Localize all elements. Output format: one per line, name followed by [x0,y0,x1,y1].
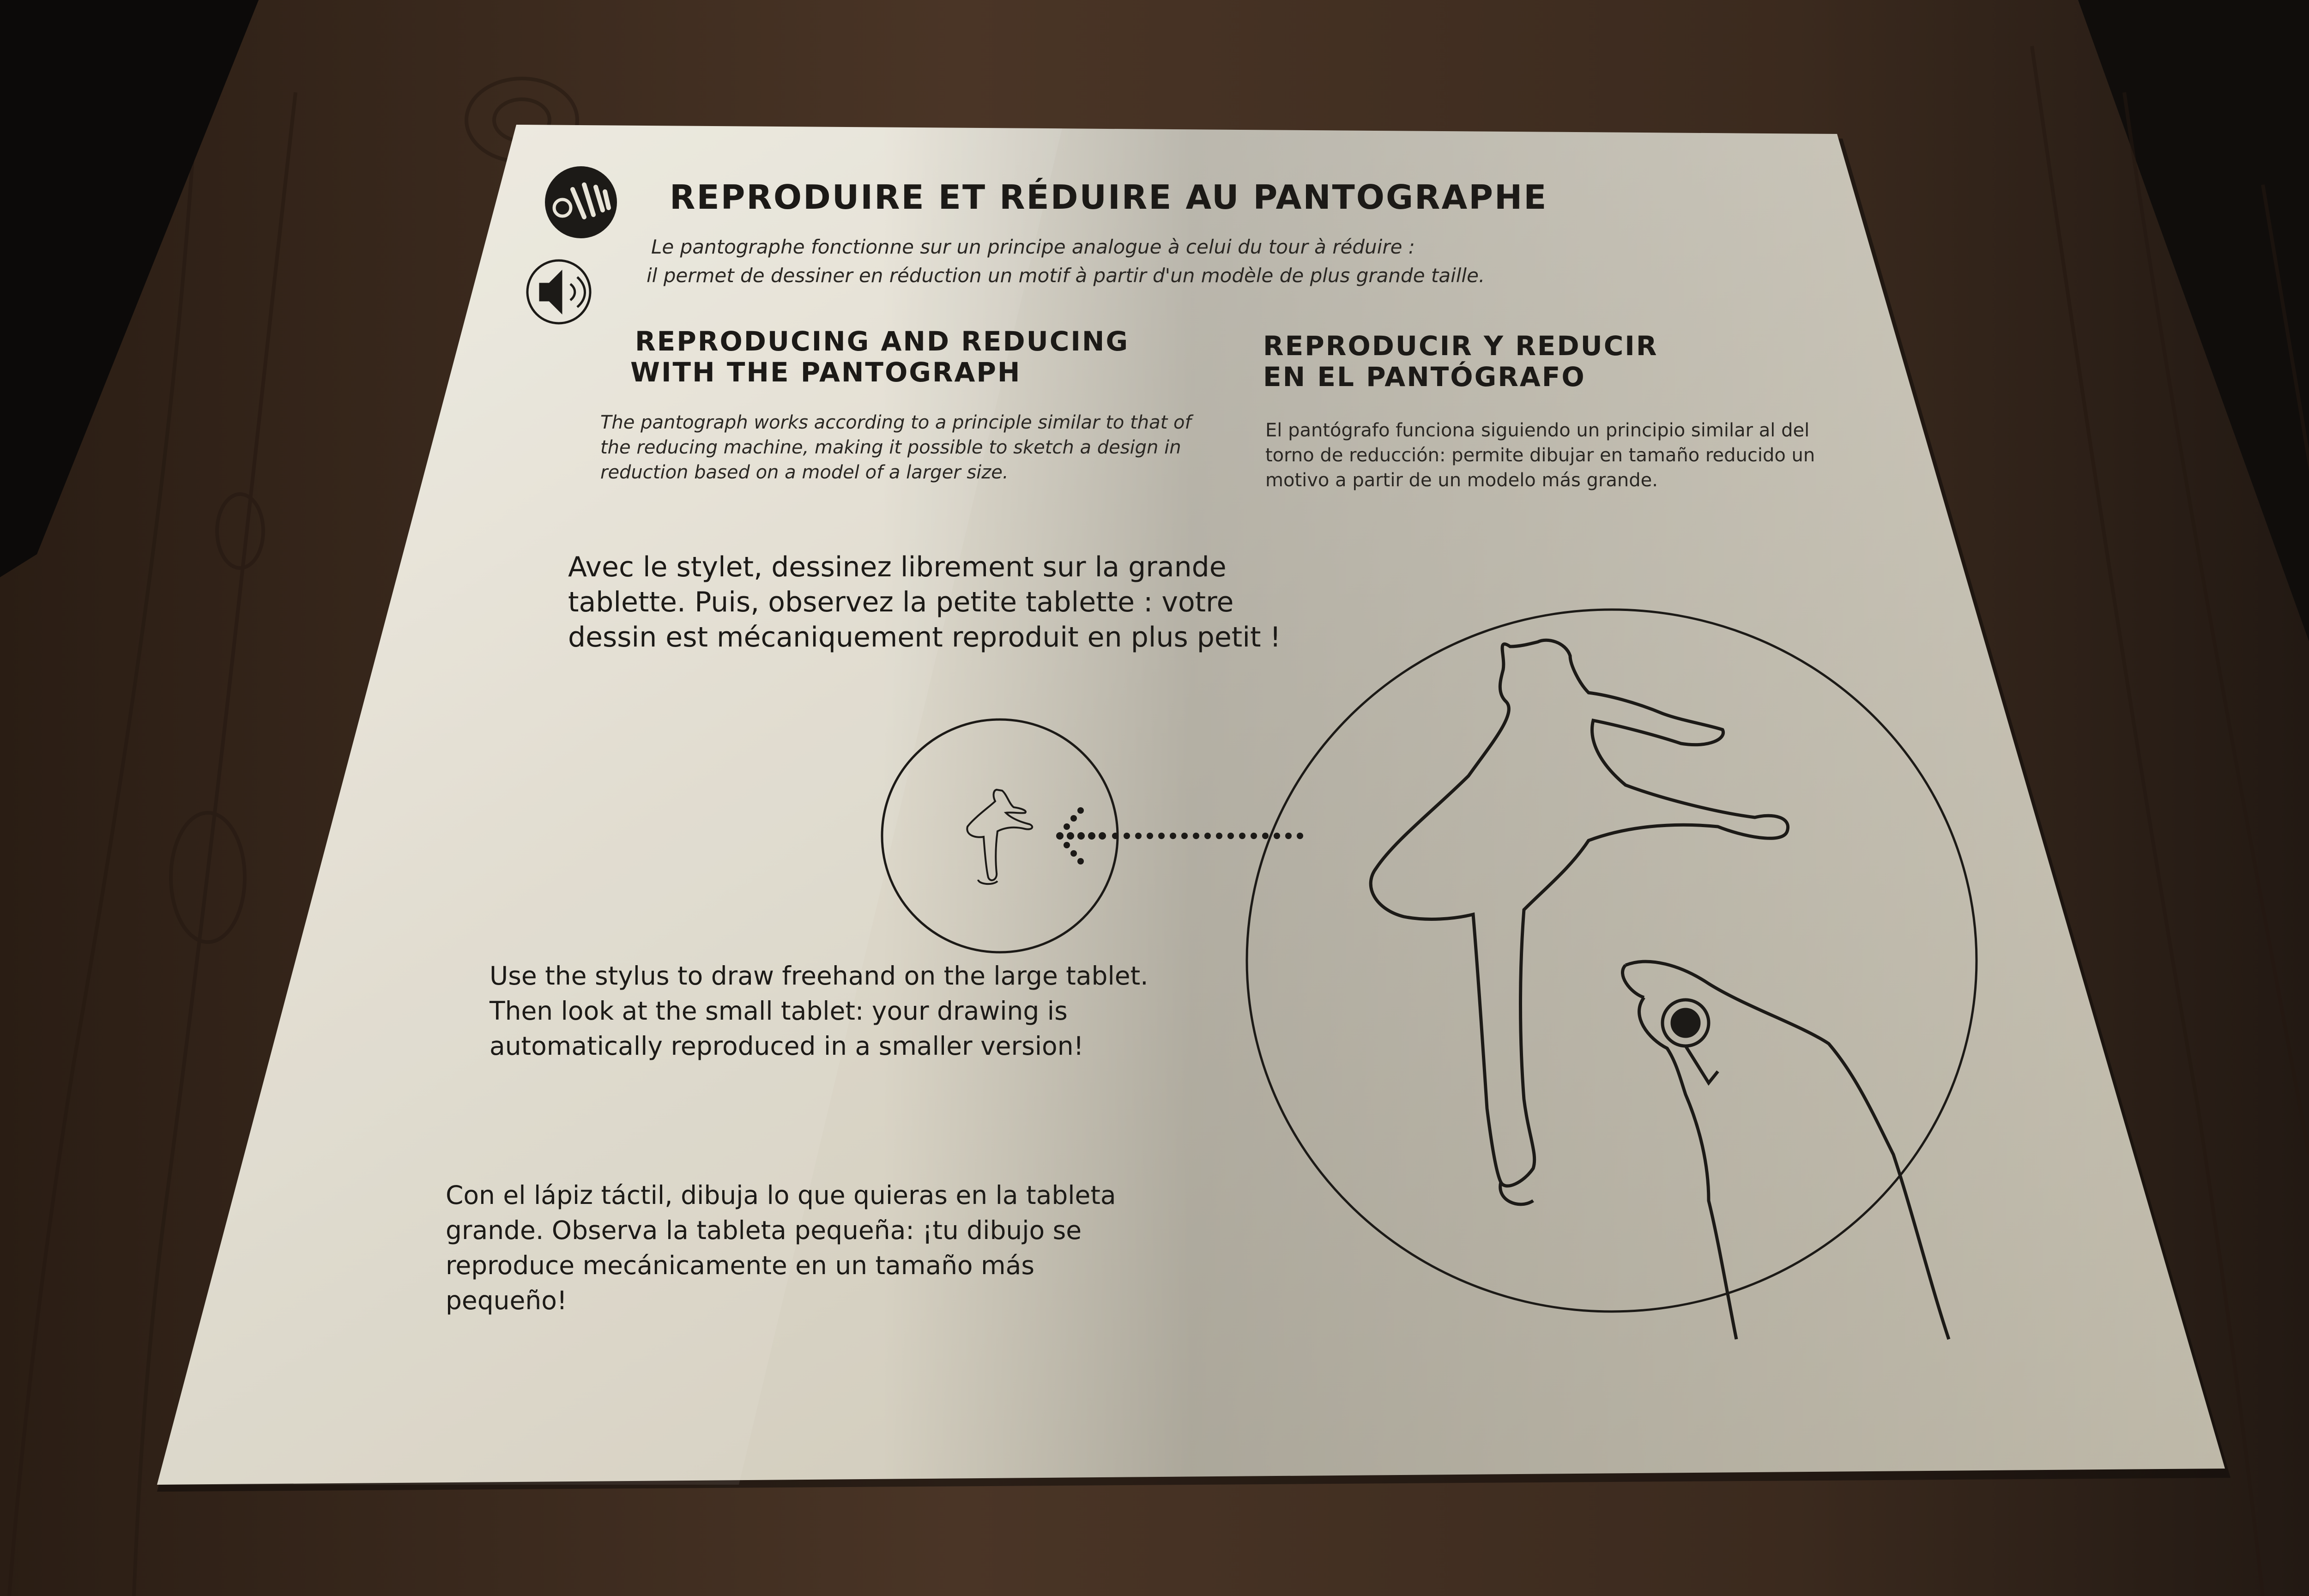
instruction-en: Use the stylus to draw freehand on the large tablet. Then look at the small tablet: your drawing is automatically reproduced in a smaller version! [490,961,1148,1061]
intro-fr-line-2: il permet de dessiner en réduction un motif à partir d'un modèle de plus grande taille. [647,264,1485,287]
es-heading-line-1: REPRODUCIR Y REDUCIR [1263,330,1658,362]
es-heading-line-2: EN EL PANTÓGRAFO [1263,361,1586,393]
en-heading-line-2: WITH THE PANTOGRAPH [630,357,1022,388]
en-body: The pantograph works according to a principle similar to that of the reducing machine, making it possible to sketch a design in reduction based on a model of a larger size. [600,412,1191,483]
intro-fr-line-1: Le pantographe fonctionne sur un principe analogue à celui du tour à réduire : [651,236,1415,258]
es-body: El pantógrafo funciona siguiendo un principio similar al del torno de reducción: permite dibujar en tamaño reducido un motivo a partir de un modelo más grande. [1265,420,1815,491]
instruction-es: Con el lápiz táctil, dibuja lo que quieras en la tableta grande. Observa la tableta pequeña: ¡tu dibujo se reproduce mecánicamente en un tamaño más pequeño! [446,1180,1116,1315]
en-heading-line-1: REPRODUCING AND REDUCING [635,326,1130,357]
sign-title: REPRODUIRE ET RÉDUIRE AU PANTOGRAPHE [670,178,1548,217]
instruction-fr: Avec le stylet, dessinez librement sur la grande tablette. Puis, observez la petite tablette : votre dessin est mécaniquement reproduit en plus petit ! [568,551,1281,653]
